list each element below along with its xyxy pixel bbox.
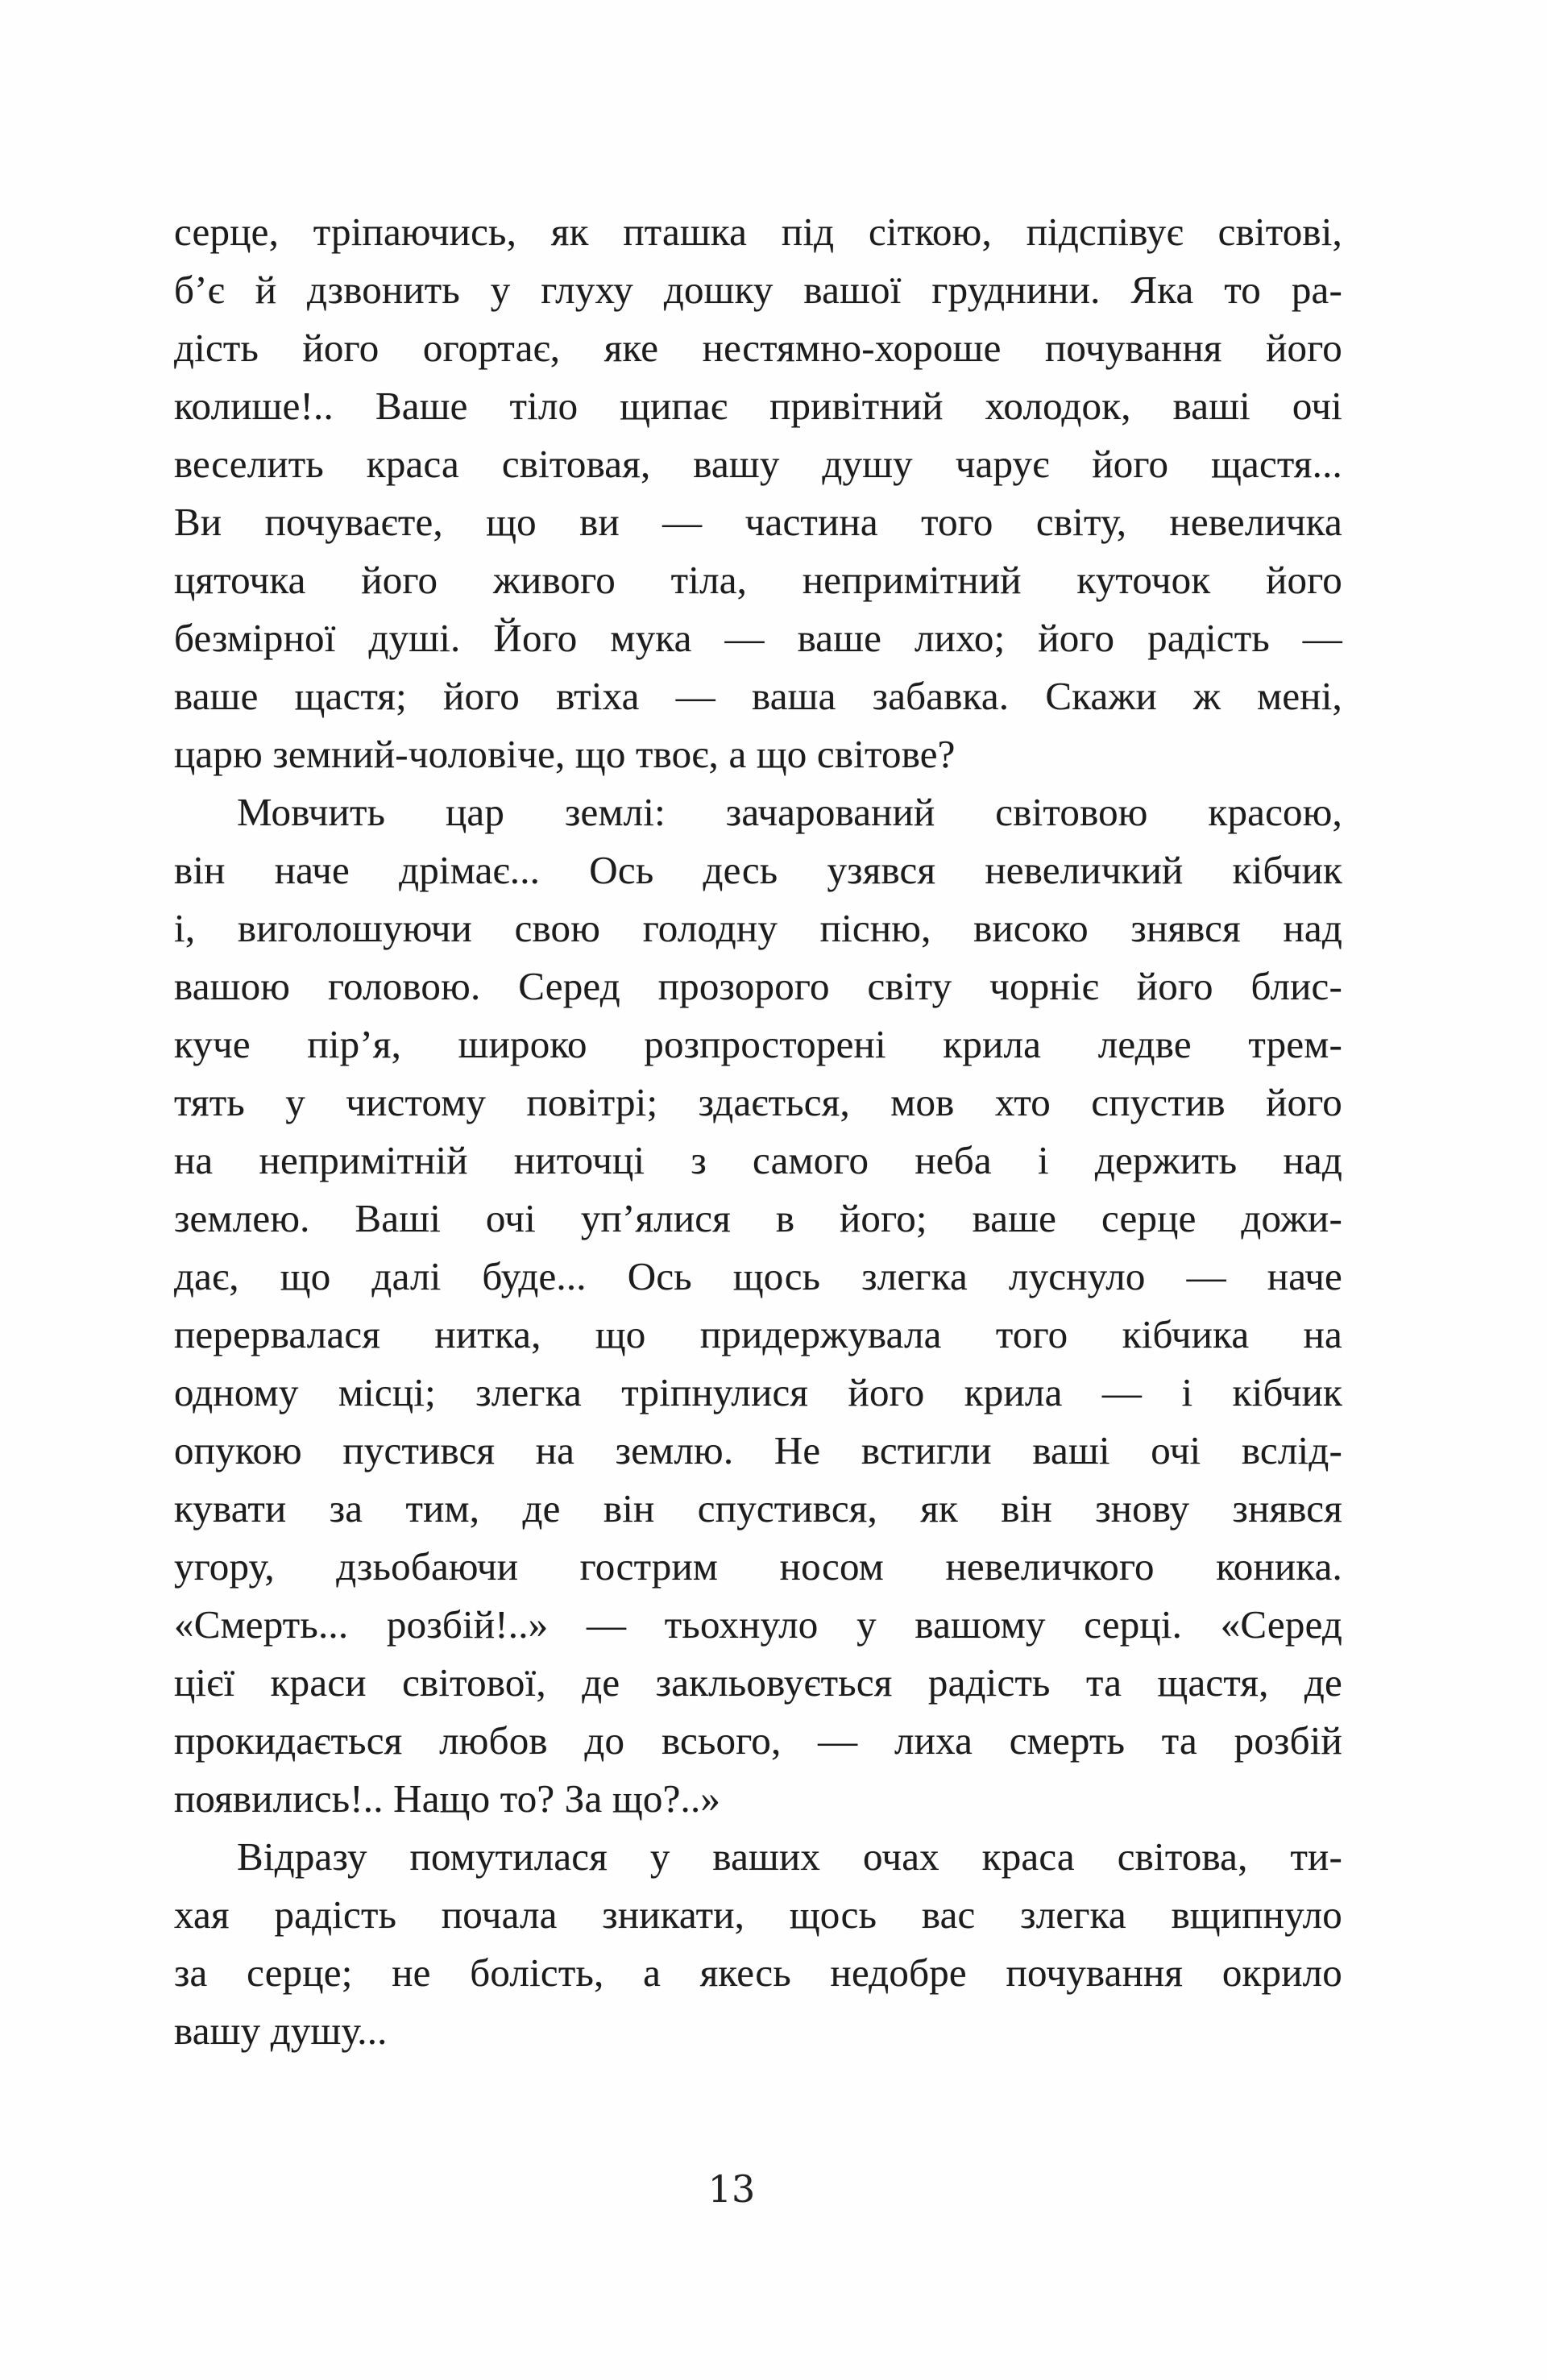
- text-line: угору, дзьобаючи гострим носом невеличкого коника.: [174, 1544, 1342, 1589]
- text-line: кувати за тим, де він спустився, як він знову знявся: [174, 1486, 1342, 1531]
- paragraph: [174, 783, 1342, 1828]
- text-line: вашою головою. Серед прозорого світу чорніє його блис-: [174, 964, 1342, 1008]
- text-line: і, виголошуючи свою голодну пісню, високо знявся над: [174, 906, 1342, 950]
- body-text: [174, 203, 1342, 2060]
- text-line: вашу душу...: [174, 2008, 388, 2053]
- text-line: куче пір’я, широко розпросторені крила ледве трем-: [174, 1022, 1342, 1066]
- text-line: він наче дрімає... Ось десь узявся невеличкий кібчик: [174, 848, 1342, 892]
- text-line: Мовчить цар землі: зачарований світовою красою,: [237, 790, 1342, 834]
- text-line: ваше щастя; його втіха — ваша забавка. Скажи ж мені,: [174, 674, 1342, 718]
- text-line: царю земний-чоловіче, що твоє, а що світове?: [174, 732, 956, 776]
- text-line: прокидається любов до всього, — лиха смерть та розбій: [174, 1718, 1342, 1763]
- text-line: серце, тріпаючись, як пташка під сіткою, підспівує світові,: [174, 210, 1342, 254]
- text-line: тять у чистому повітрі; здається, мов хто спустив його: [174, 1080, 1342, 1124]
- text-line: цяточка його живого тіла, непримітний куточок його: [174, 558, 1342, 602]
- text-line: хая радість почала зникати, щось вас злегка вщипнуло: [174, 1892, 1342, 1937]
- text-line: дість його огортає, яке нестямно-хороше почування його: [174, 326, 1342, 370]
- text-line: дає, що далі буде... Ось щось злегка луснуло — наче: [174, 1254, 1342, 1298]
- text-line: появились!.. Нащо то? За що?..»: [174, 1776, 721, 1821]
- text-line: Ви почуваєте, що ви — частина того світу, невеличка: [174, 500, 1342, 544]
- paragraph: [174, 1828, 1342, 2060]
- text-line: опукою пустився на землю. Не встигли ваші очі вслід-: [174, 1428, 1342, 1472]
- paragraph-continuation: [174, 203, 1342, 783]
- text-line: Відразу помутилася у ваших очах краса світова, ти-: [237, 1834, 1342, 1879]
- text-line: перервалася нитка, що придержувала того кібчика на: [174, 1312, 1342, 1356]
- text-line: «Смерть... розбій!..» — тьохнуло у вашому серці. «Серед: [174, 1602, 1342, 1647]
- text-line: колише!.. Ваше тіло щипає привітний холодок, ваші очі: [174, 384, 1342, 428]
- text-line: цієї краси світової, де закльовується радість та щастя, де: [174, 1660, 1342, 1705]
- text-line: землею. Ваші очі уп’ялися в його; ваше серце дожи-: [174, 1196, 1342, 1240]
- text-line: веселить краса світовая, вашу душу чарує його щастя...: [174, 442, 1342, 486]
- text-line: за серце; не болість, а якесь недобре почування окрило: [174, 1950, 1342, 1995]
- text-line: одному місці; злегка тріпнулися його крила — і кібчик: [174, 1370, 1342, 1414]
- page-number: 13: [707, 2167, 756, 2211]
- text-line: б’є й дзвонить у глуху дошку вашої груднини. Яка то ра-: [174, 268, 1342, 312]
- text-line: на непримітній ниточці з самого неба і держить над: [174, 1138, 1342, 1182]
- text-line: безмірної душі. Його мука — ваше лихо; його радість —: [174, 616, 1342, 660]
